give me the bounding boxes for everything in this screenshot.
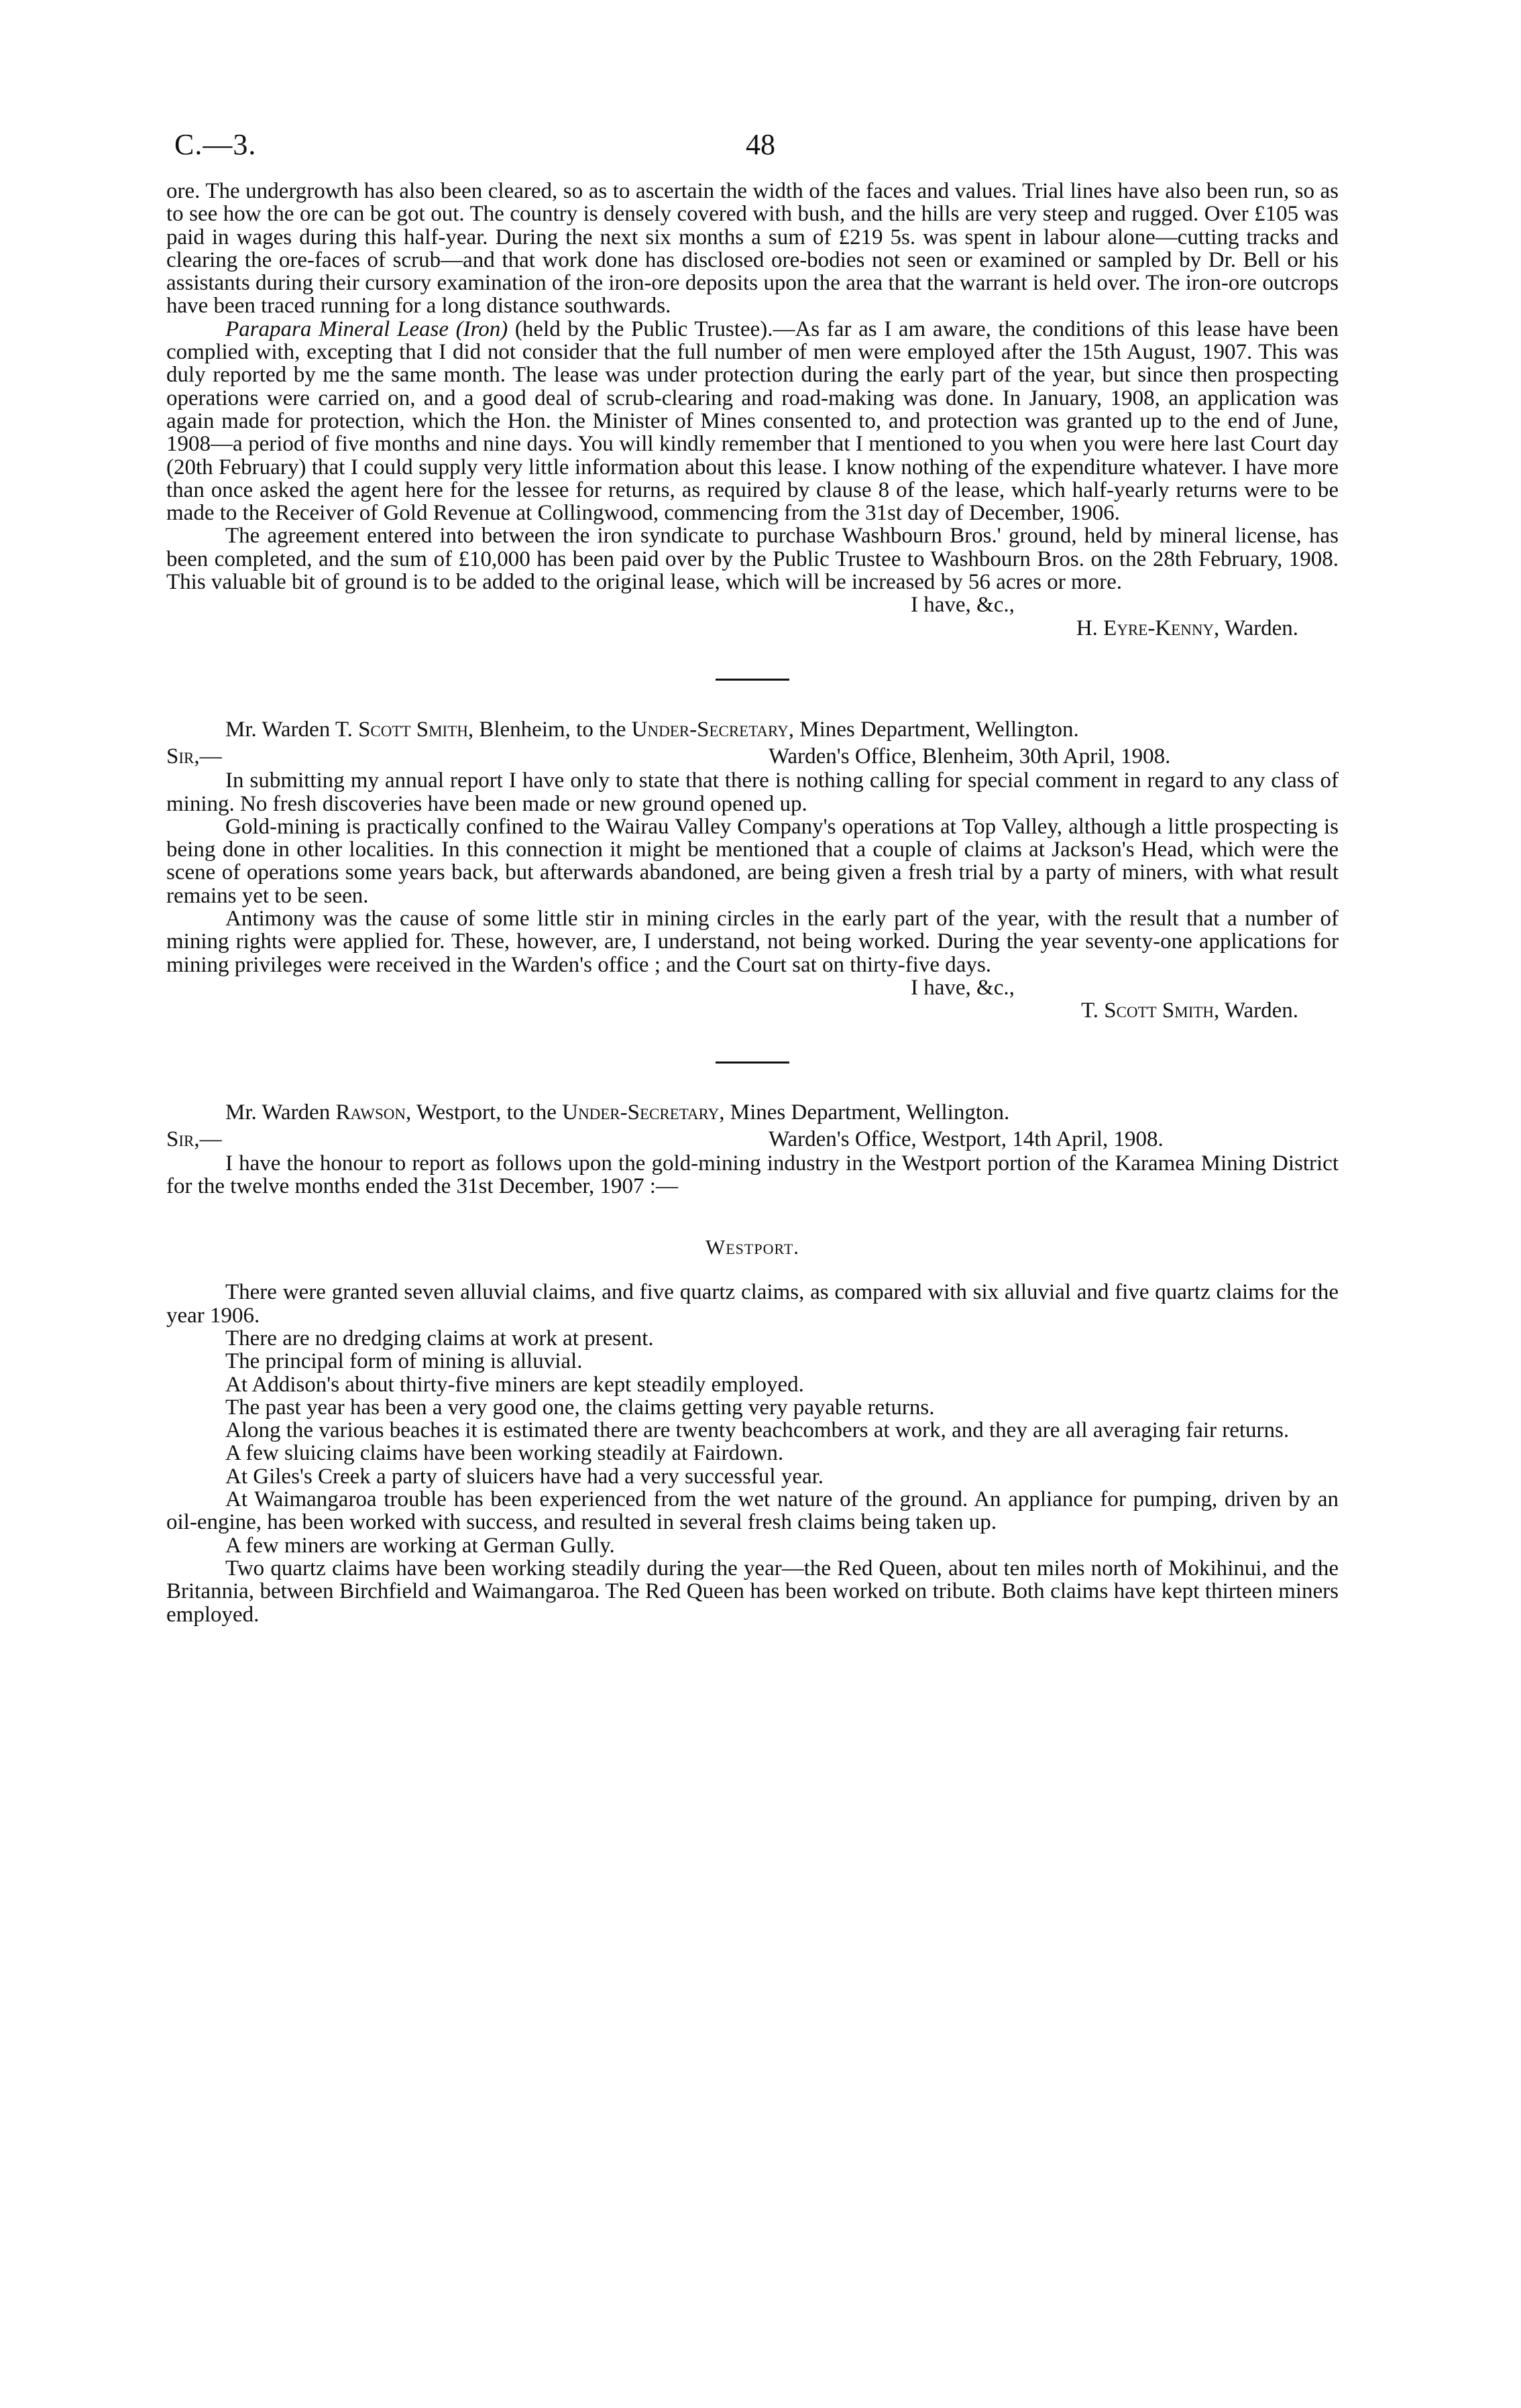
salutation-line-westport xyxy=(166,1128,1339,1152)
paragraph-agreement: The agreement entered into between the iron syndicate to purchase Washbourn Bros.' ground, held by mineral license, has been completed, and the sum of £10,000 has been paid over by the Public Trustee to Washbourn Bros. on the 28th February, 1908. This valuable bit of ground is to be added to the original lease, which will be increased by 56 acres or more. xyxy=(166,524,1339,595)
page-body xyxy=(166,180,1339,1626)
paragraph-parapara-lease xyxy=(166,318,1339,525)
paragraph: In submitting my annual report I have only to state that there is nothing calling for special comment in regard to any class of mining. No fresh discoveries have been made or new ground opened up. xyxy=(166,768,1339,816)
paragraph: The past year has been a very good one, the claims getting very payable returns. xyxy=(225,1395,935,1420)
salutation-line-blenheim xyxy=(166,745,1339,769)
recipient: Under-Secretary xyxy=(562,1100,720,1125)
paragraph: Along the various beaches it is estimated there are twenty beachcombers at work, and they are all averaging fair returns. xyxy=(225,1418,1290,1443)
document-reference: C.—3. xyxy=(174,128,257,161)
lease-title: Parapara Mineral Lease (Iron) xyxy=(225,317,508,341)
paragraph-intro: I have the honour to report as follows upon the gold-mining industry in the Westport portion of the Karamea Mining District for the twelve months ended the 31st December, 1907 :— xyxy=(166,1151,1339,1199)
page-number: 48 xyxy=(746,128,775,161)
signature xyxy=(166,999,1339,1022)
addressee-suffix: , Mines Department, Wellington. xyxy=(788,717,1079,742)
addressee-prefix: Mr. Warden T. xyxy=(225,717,359,742)
salutation: Sir,— xyxy=(166,1127,222,1151)
signature-title: , Warden. xyxy=(1214,998,1298,1023)
recipient: Under-Secretary xyxy=(631,717,789,742)
paragraph: A few sluicing claims have been working steadily at Fairdown. xyxy=(225,1441,784,1466)
paragraph: Two quartz claims have been working steadily during the year—the Red Queen, about ten miles north of Mokihinui, and the Britannia, between Birchfield and Waimangaroa. The Red Queen has been worked on tribute. Both claims have kept thirteen miners employed. xyxy=(166,1556,1339,1627)
paragraph: At Addison's about thirty-five miners are kept steadily employed. xyxy=(225,1372,804,1397)
closing: I have, &c., xyxy=(911,975,1015,1000)
salutation: Sir,— xyxy=(166,744,222,769)
paragraph: Antimony was the cause of some little stir in mining circles in the early part of the year, with the result that a number of mining rights were applied for. These, however, are, I understand, not being worked. During the year seventy-one applications for mining privileges were received in the Warden's office ; and the Court sat on thirty-five days. xyxy=(166,907,1339,977)
paragraph-continuation: ore. The undergrowth has also been cleared, so as to ascertain the width of the faces and values. Trial lines have also been run, so as to see how the ore can be got out. The country is densely covered with bush, and the hills are very steep and rugged. Over £105 was paid in wages during this half-year. During the next six months a sum of £219 5s. was spent in labour alone—cutting tracks and clearing the ore-faces of scrub—and that work done has disclosed ore-bodies not seen or examined or sampled by Dr. Bell or his assistants during their cursory examination of the iron-ore deposits upon the area that the warrant is held over. The iron-ore outcrops have been traced running for a long distance southwards. xyxy=(166,179,1339,319)
signature-name: H. Eyre-Kenny xyxy=(1076,616,1215,640)
paragraph: There were granted seven alluvial claims, and five quartz claims, as compared with six alluvial and five quartz claims for the year 1906. xyxy=(166,1280,1339,1328)
subheading-westport: Westport. xyxy=(705,1235,800,1259)
warden-name: Rawson xyxy=(335,1100,406,1125)
signature-name: T. Scott Smith xyxy=(1081,998,1215,1023)
paragraph: At Waimangaroa trouble has been experienced from the wet nature of the ground. An appliance for pumping, driven by an oil-engine, has been worked with success, and resulted in several fresh claims being taken up. xyxy=(166,1487,1339,1535)
signature-title: , Warden. xyxy=(1214,616,1298,640)
addressee-line-blenheim xyxy=(166,718,1339,741)
paragraph: A few miners are working at German Gully. xyxy=(225,1533,615,1558)
paragraph: At Giles's Creek a party of sluicers have had a very successful year. xyxy=(225,1464,824,1489)
paragraph: There are no dredging claims at work at present. xyxy=(225,1326,654,1351)
section-divider xyxy=(716,679,789,681)
addressee-suffix: , Mines Department, Wellington. xyxy=(719,1100,1010,1125)
addressee-line-westport xyxy=(166,1101,1339,1124)
page-header xyxy=(166,127,1355,174)
section-divider xyxy=(716,1062,789,1064)
addressee-mid: , Blenheim, to the xyxy=(467,717,632,742)
signature xyxy=(166,617,1339,640)
paragraph: Gold-mining is practically confined to the Wairau Valley Company's operations at Top Valley, although a little prospecting is being done in other localities. In this connection it might be mentioned that a couple of claims at Jackson's Head, which were the scene of operations some years back, but afterwards abandoned, are being given a fresh trial by a party of miners, with what result remains yet to be seen. xyxy=(166,814,1339,908)
addressee-mid: , Westport, to the xyxy=(405,1100,563,1125)
closing: I have, &c., xyxy=(911,593,1015,618)
paragraph: The principal form of mining is alluvial. xyxy=(225,1349,583,1374)
office-date: Warden's Office, Westport, 14th April, 1908. xyxy=(769,1127,1164,1151)
office-date: Warden's Office, Blenheim, 30th April, 1908. xyxy=(769,744,1171,769)
warden-name: Scott Smith xyxy=(358,717,468,742)
paragraph-parapara-text: (held by the Public Trustee).—As far as I am aware, the conditions of this lease have been complied with, excepting that I did not consider that the full number of men were employed after the 15th August, 1907. This was duly reported by me the same month. The lease was under protection during the early part of the year, but since then prospecting operations were carried on, and a good deal of scrub-clearing and road-making was done. In January, 1908, an application was again made for protection, which the Hon. the Minister of Mines consented to, and protection was granted up to the end of June, 1908—a period of five months and nine days. You will kindly remember that I mentioned to you when you were here last Court day (20th February) that I could supply very little information about this lease. I know nothing of the expenditure whatever. I have more than once asked the agent here for the lessee for returns, as required by clause 8 of the lease, which half-yearly returns were to be made to the Receiver of Gold Revenue at Collingwood, commencing from the 31st day of December, 1906. xyxy=(166,317,1339,526)
addressee-prefix: Mr. Warden xyxy=(225,1100,336,1125)
